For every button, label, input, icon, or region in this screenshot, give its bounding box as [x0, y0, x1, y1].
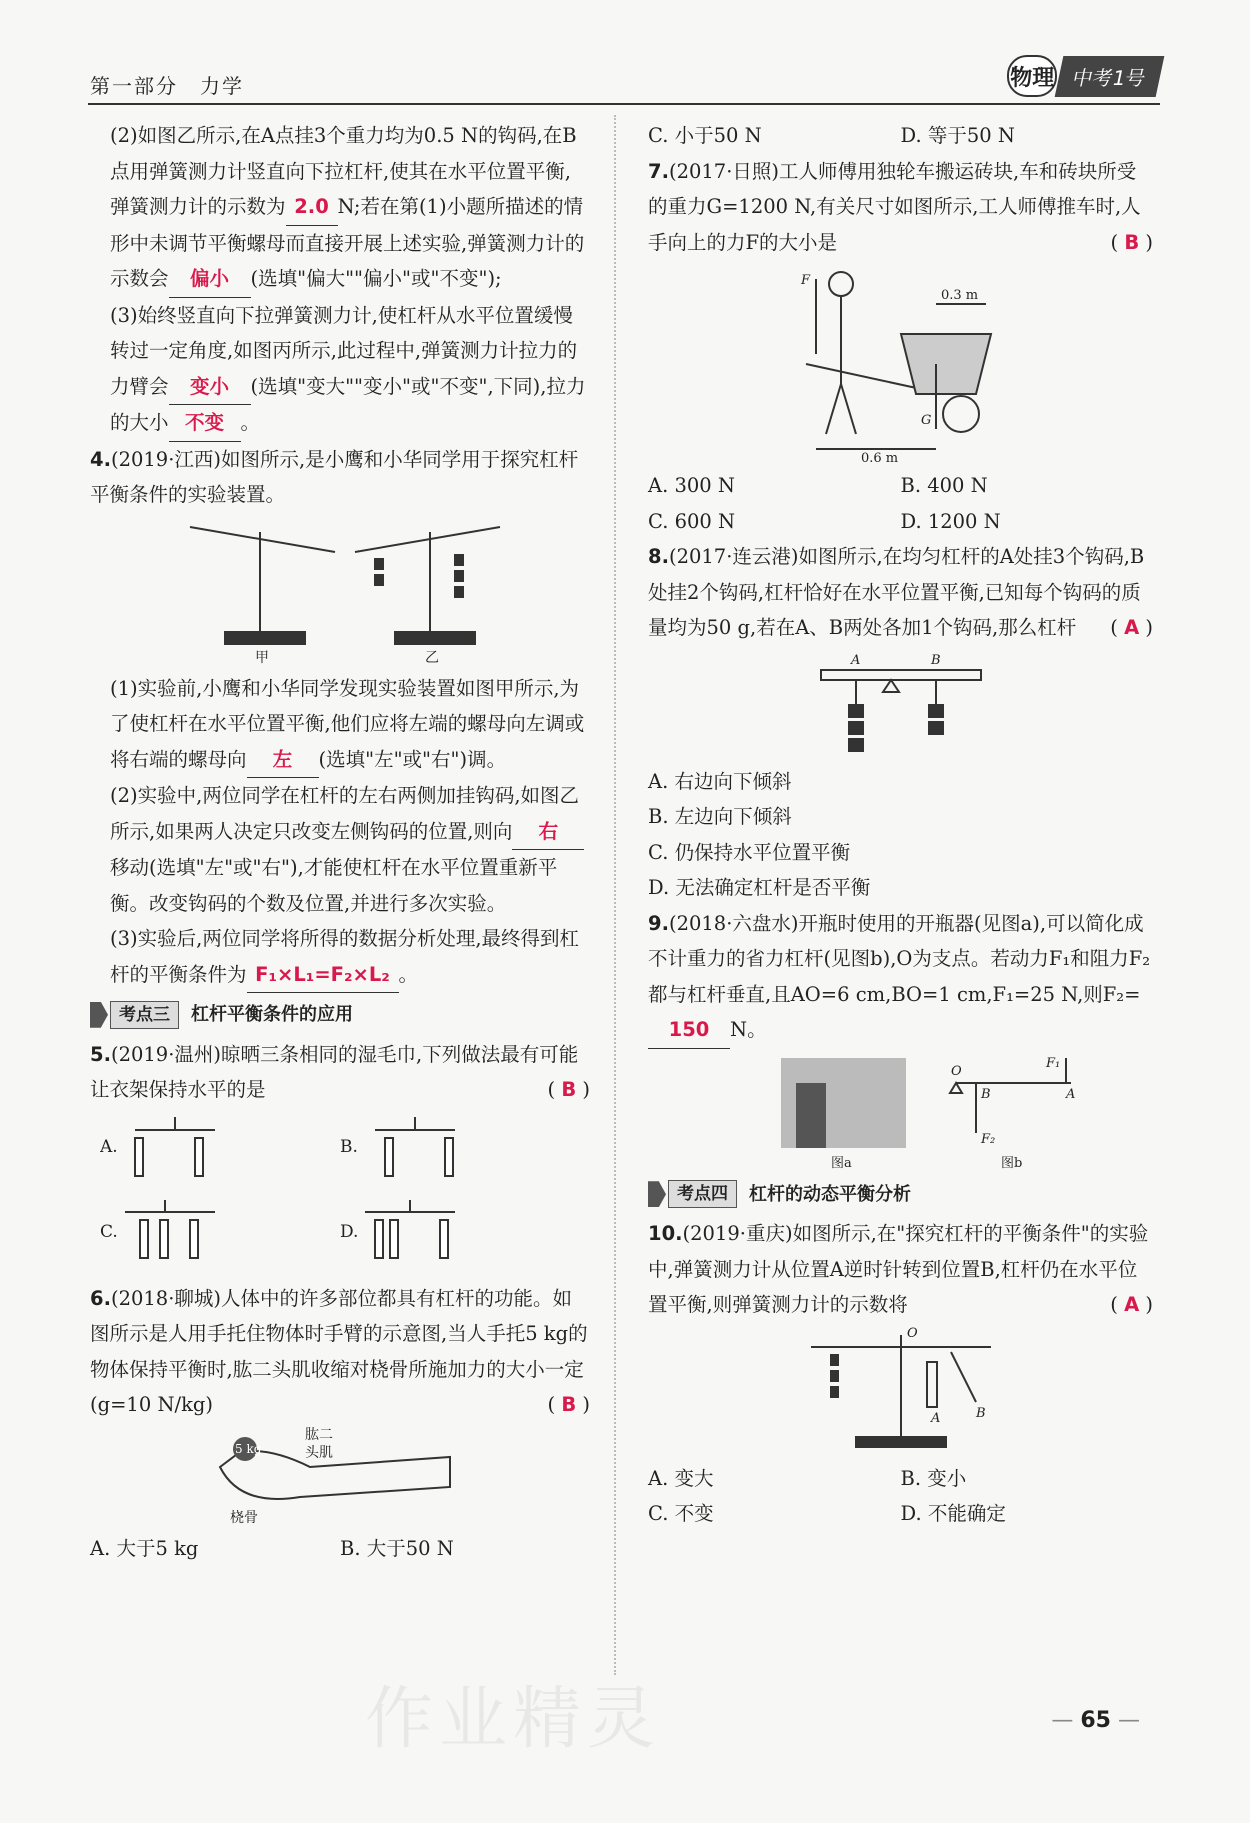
section-heading-kd3: 考点三 杠杆平衡条件的应用: [90, 997, 590, 1033]
question-7: 7.(2017·日照)工人师傅用独轮车搬运砖块,车和砖块所受的重力G=1200 N,有关尺寸如图所示,工人师傅推车时,人手向上的力F的大小是 ( B ): [648, 159, 1153, 254]
fig-label-mass: 5 kg: [235, 1441, 262, 1456]
lever-weights-figure: [811, 650, 991, 760]
answer-blank: 150: [648, 1012, 730, 1049]
fig-label-b: B: [975, 1405, 986, 1421]
answer-blank: 右: [512, 814, 584, 851]
q4-part1: (1)实验前,小鹰和小华同学发现实验装置如图甲所示,为了使杠杆在水平位置平衡,他们应将左端的螺母向左调或将右端的螺母向 左 (选填"左"或"右")调。: [90, 671, 590, 779]
fig-label-b: B: [930, 652, 941, 668]
watermark: 作业精灵: [365, 1680, 662, 1759]
q10-options-row1: [648, 1461, 1153, 1497]
fig-label-a: A: [930, 1410, 940, 1426]
option-b: B. 变小: [900, 1466, 967, 1490]
page-number: — 65 —: [1051, 1708, 1140, 1733]
answer-blank: 左: [247, 742, 319, 779]
q3-part3: (3)始终竖直向下拉弹簧测力计,使杠杆从水平位置缓慢转过一定角度,如图丙所示,此过程中,弹簧测力计拉力的力臂会 变小 (选填"变大""变小"或"不变",下同),拉力的大小 不变 。: [90, 298, 590, 442]
arrow-icon: [90, 1002, 108, 1028]
answer-blank: 变小: [169, 369, 251, 406]
subject-logo: 物理: [1007, 55, 1057, 97]
q6-options: [90, 1531, 590, 1567]
fig-label-yi: 乙: [425, 649, 439, 666]
hanger-options-figure: [100, 1112, 580, 1277]
fig-label-a: A: [850, 652, 860, 668]
option-a: A. 右边向下倾斜: [648, 769, 792, 793]
fig-label-03m: 0.3 m: [940, 288, 978, 303]
q7-options-row2: [648, 504, 1153, 540]
answer-blank: F₁×L₁=F₂×L₂: [247, 957, 399, 994]
fig-label-o: O: [950, 1063, 962, 1079]
option-d: D. 不能确定: [900, 1502, 1006, 1525]
option-label-c: C.: [100, 1221, 118, 1242]
wheelbarrow-figure: [791, 264, 1011, 464]
arm-figure: [210, 1427, 470, 1527]
fig-label-biceps1: 肱二: [305, 1426, 333, 1443]
question-5: 5.(2019·温州)晾晒三条相同的湿毛巾,下列做法最有可能让衣架保持水平的是 ( B ): [90, 1042, 590, 1101]
q4-part2: (2)实验中,两位同学在杠杆的左右两侧加挂钩码,如图乙所示,如果两人决定只改变左侧钩码的位置,则向 右移动(选填"左"或"右"),才能使杠杆在水平位置重新平衡。改变钩码的个数及位置,并进行多次实验。: [90, 778, 590, 921]
option-d: D. 1200 N: [900, 509, 1001, 533]
option-b: B. 400 N: [900, 474, 988, 497]
left-column: [90, 118, 590, 1566]
option-c: C. 仍保持水平位置平衡: [648, 840, 851, 864]
right-column: [648, 118, 1153, 1532]
fig-label-f2: F₂: [980, 1131, 995, 1147]
option-a: A. 大于5 kg: [90, 1536, 199, 1560]
fig-label-a: A: [1065, 1086, 1075, 1102]
option-c: C. 不变: [648, 1502, 714, 1525]
header-rule: [88, 103, 1160, 105]
answer-blank: 偏小: [169, 261, 251, 298]
question-6: 6.(2018·聊城)人体中的许多部位都具有杠杆的功能。如图所示是人用手托住物体时手臂的示意图,当人手托5 kg的物体保持平衡时,肱二头肌收缩对桡骨所施加力的大小一定(g=10 N/kg) ( B ): [90, 1286, 590, 1416]
fig-label-jia: 甲: [255, 649, 269, 666]
question-8: 8.(2017·连云港)如图所示,在均匀杠杆的A处挂3个钩码,B处挂2个钩码,杠杆恰好在水平位置平衡,已知每个钩码的质量均为50 g,若在A、B两处各加1个钩码,那么杠杆 ( A ): [648, 545, 1153, 639]
answer-blank: 不变: [169, 405, 241, 442]
fig-label-o: O: [906, 1326, 918, 1341]
option-label-a: A.: [100, 1136, 118, 1157]
q6-options-cont: [648, 118, 1153, 154]
option-b: B. 左边向下倾斜: [648, 805, 792, 828]
lever-setup-figure: [130, 517, 550, 667]
option-d: D. 等于50 N: [900, 124, 1015, 147]
option-d: D. 无法确定杠杆是否平衡: [648, 876, 871, 899]
brand-label: 中考1号: [1055, 56, 1164, 97]
fig-label-06m: 0.6 m: [860, 451, 898, 464]
arrow-icon: [648, 1181, 666, 1207]
fig-label-g: G: [920, 413, 931, 428]
header-badge: [1007, 55, 1160, 97]
option-label-d: D.: [340, 1221, 359, 1242]
fig-label-biceps2: 头肌: [305, 1444, 333, 1461]
spring-scale-figure: [801, 1327, 1001, 1457]
option-b: B. 大于50 N: [340, 1536, 454, 1560]
answer-blank: 2.0: [286, 189, 338, 226]
option-a: A. 300 N: [648, 474, 735, 497]
lever-yi: [355, 527, 500, 644]
fig-label-f1: F₁: [1045, 1055, 1060, 1071]
question-9: 9.(2018·六盘水)开瓶时使用的开瓶器(见图a),可以简化成不计重力的省力杠杆(见图b),O为支点。若动力F₁和阻力F₂都与杠杆垂直,且AO=6 cm,BO=1 cm,F₁=25 N,则F₂=150 N。: [648, 906, 1153, 1049]
question-10: 10.(2019·重庆)如图所示,在"探究杠杆的平衡条件"的实验中,弹簧测力计从位置A逆时针转到位置B,杠杆仍在水平位置平衡,则弹簧测力计的示数将 ( A ): [648, 1222, 1153, 1316]
fig-label-b: B: [980, 1086, 991, 1102]
fig-label-f: F: [800, 273, 810, 288]
fig-caption-b: 图b: [1000, 1155, 1022, 1171]
option-c: C. 小于50 N: [648, 124, 762, 147]
q10-options-row2: [648, 1496, 1153, 1532]
fig-caption-a: 图a: [830, 1155, 852, 1171]
section-heading-kd4: 考点四 杠杆的动态平衡分析: [648, 1177, 1153, 1213]
section-title: 第一部分 力学: [90, 74, 244, 98]
fig-label-radius: 桡骨: [230, 1509, 258, 1526]
option-c: C. 600 N: [648, 509, 736, 533]
option-label-b: B.: [340, 1136, 358, 1157]
column-divider: [614, 115, 616, 1675]
q7-options-row1: [648, 468, 1153, 504]
q4-part3: (3)实验后,两位同学将所得的数据分析处理,最终得到杠杆的平衡条件为 F₁×L₁=F₂×L₂ 。: [90, 921, 590, 993]
bottle-opener-figure: [701, 1053, 1101, 1173]
option-a: A. 变大: [648, 1466, 714, 1490]
q3-part2: (2)如图乙所示,在A点挂3个重力均为0.5 N的钩码,在B点用弹簧测力计竖直向下拉杠杆,使其在水平位置平衡,弹簧测力计的示数为 2.0 N;若在第(1)小题所描述的情形中未调节平衡螺母而直接开展上述实验,弹簧测力计的示数会 偏小 (选填"偏大""偏小"或"不变");: [90, 118, 590, 298]
lever-jia: [190, 527, 335, 644]
question-4: 4.(2019·江西)如图所示,是小鹰和小华同学用于探究杠杆平衡条件的实验装置。: [90, 447, 579, 506]
